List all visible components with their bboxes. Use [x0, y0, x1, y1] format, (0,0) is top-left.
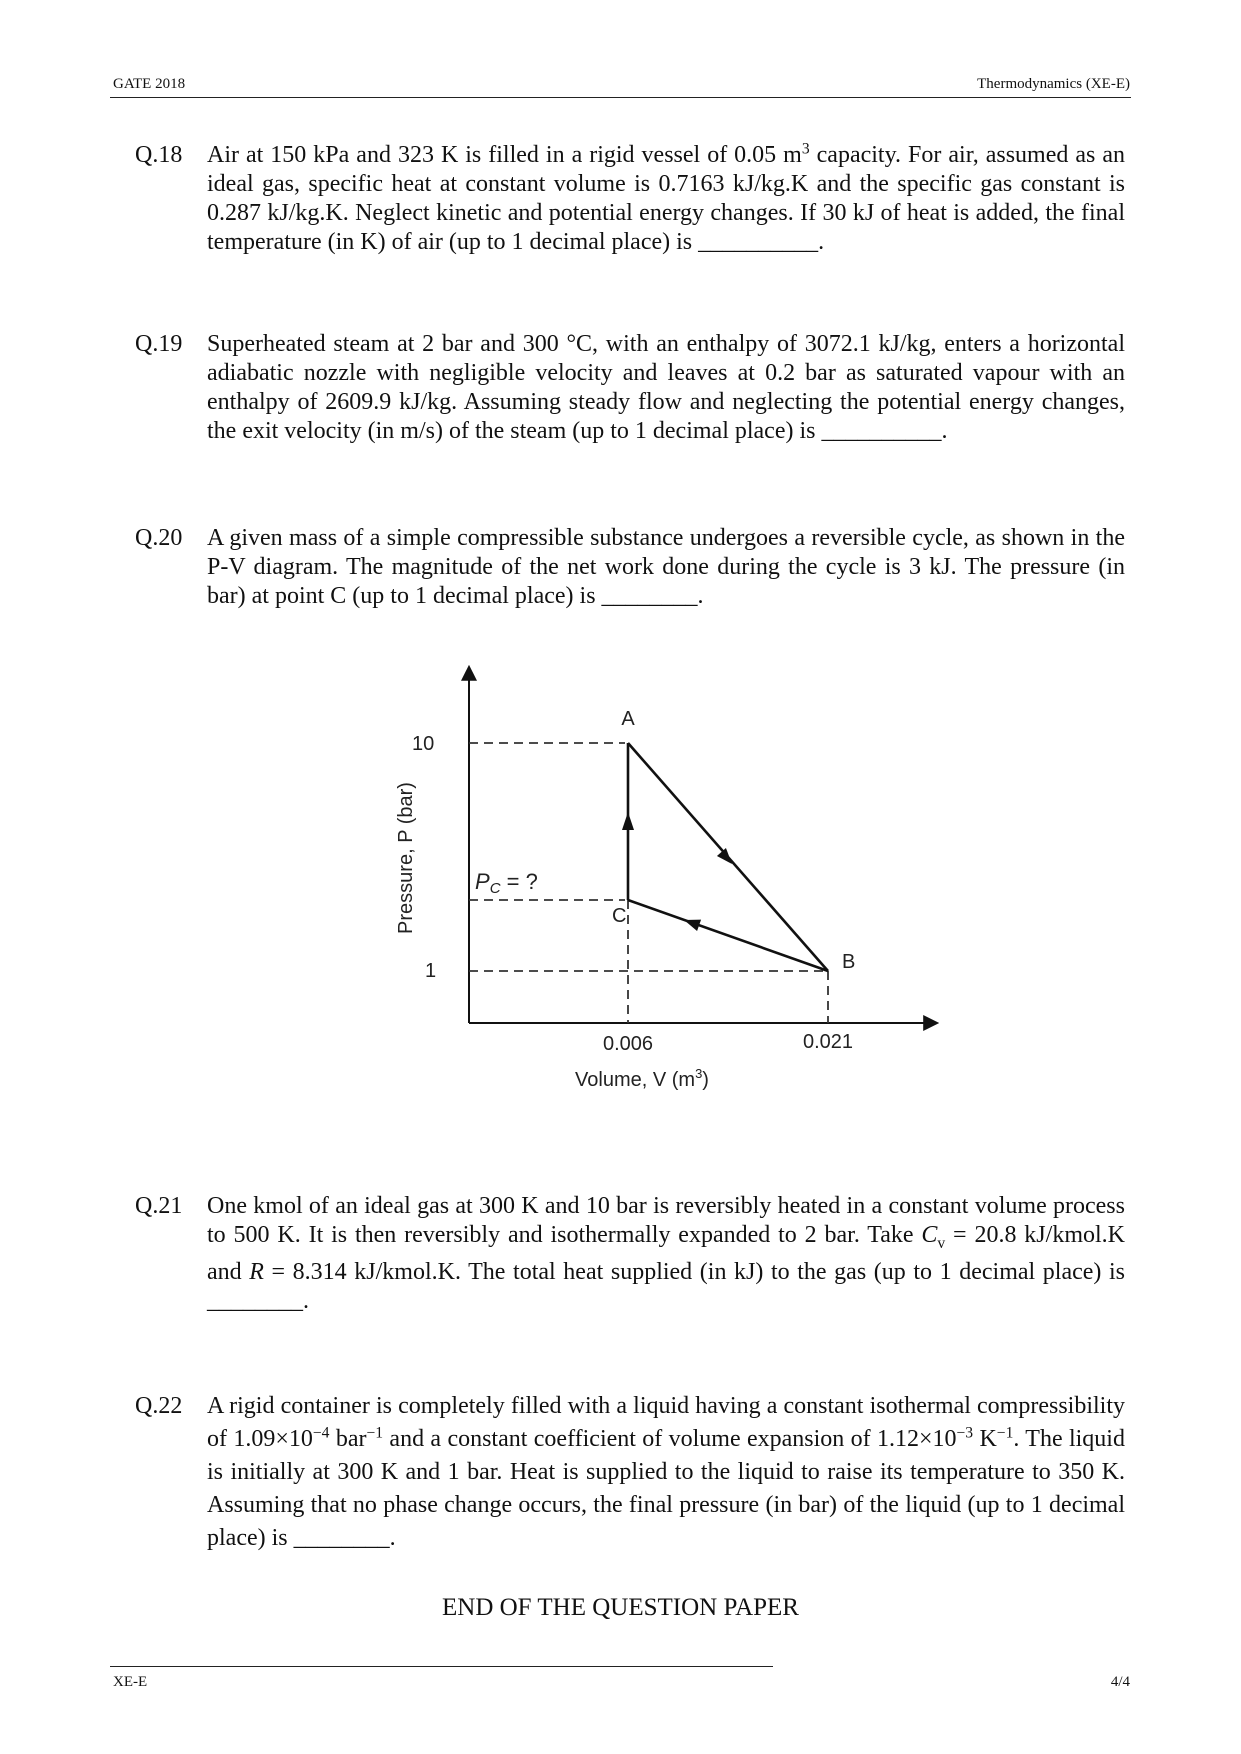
question-20 — [135, 524, 1125, 611]
header-paper-name: Thermodynamics (XE-E) — [977, 76, 1130, 92]
question-number: Q.22 — [135, 1393, 183, 1419]
x-tick-0021: 0.021 — [802, 1031, 854, 1053]
question-18 — [135, 141, 1125, 257]
question-text: Superheated steam at 2 bar and 300 °C, with an enthalpy of 3072.1 kJ/kg, enters a horizontal adiabatic nozzle with negligible velocity and leaves at 0.2 bar as saturated vapour with an enthalpy of 2609.9 kJ/kg. Assuming steady flow and neglecting the potential energy changes, the exit velocity (in m/s) of the steam (up to 1 decimal place) is __________. — [207, 331, 1125, 444]
y-tick-1: 1 — [425, 960, 437, 982]
arrow-up-icon — [622, 812, 634, 830]
end-of-paper: END OF THE QUESTION PAPER — [442, 1594, 799, 1621]
question-text: Air at 150 kPa and 323 K is filled in a rigid vessel of 0.05 $m^3$ capacity. For air, assumed as an ideal gas, specific heat at constant volume is 0.7163 kJ/kg.K and the specific gas constant is 0.287 kJ/kg.K. Neglect kinetic and potential energy changes. If 30 kJ of heat is added, the final temperature (in K) of air (up to 1 decimal place) is __________. — [207, 140, 1126, 255]
question-text: One kmol of an ideal gas at 300 K and 10 bar is reversibly heated in a constant volume process to 500 K. It is then reversibly and isothermally expanded to 2 bar. Take $C_v = 20.8$ kJ/kmol.K and R = 8.314 kJ/kmol.K. The total heat supplied (in kJ) to the gas (up to 1 decimal place) is ________. — [207, 1193, 1126, 1314]
question-22 — [135, 1390, 1125, 1555]
page-number: 4/4 — [1110, 1674, 1130, 1690]
pv-diagram — [390, 660, 950, 1100]
x-axis-label: Volume, V $(m^3)$ — [575, 1066, 709, 1091]
question-text: A given mass of a simple compressible substance undergoes a reversible cycle, as shown in the P-V diagram. The magnitude of the net work done during the cycle is 3 kJ. The pressure (in bar) at point C (up to 1 decimal place) is ________. — [207, 525, 1125, 609]
header-divider — [110, 97, 1131, 98]
point-b-label: B — [842, 951, 856, 973]
question-21 — [135, 1192, 1125, 1316]
question-number: Q.20 — [135, 525, 183, 551]
header-exam-name: GATE 2018 — [113, 76, 186, 92]
footer-divider — [110, 1666, 773, 1667]
question-number: Q.18 — [135, 142, 183, 168]
pc-label: PC = ? — [475, 869, 538, 897]
point-a-label: A — [621, 708, 635, 730]
point-c-label: C — [612, 905, 627, 927]
question-text: A rigid container is completely filled with a liquid having a constant isothermal compressibility of $1.09\times 10^{-4}$ bar$^{-1}$ and a constant coefficient of volume expansion of $1.12\times 10^{-3}$ $K^{-1}$. The liquid is initially at 300 K and 1 bar. Heat is supplied to the liquid to raise its temperature to 350 K. Assuming that no phase change occurs, the final pressure (in bar) of the liquid (up to 1 decimal place) is ________. — [207, 1393, 1125, 1551]
arrow-left-icon — [682, 914, 701, 931]
footer-paper-code: XE-E — [113, 1674, 148, 1690]
y-axis-label: Pressure, P (bar) — [395, 782, 417, 934]
question-number: Q.19 — [135, 331, 183, 357]
x-tick-0006: 0.006 — [602, 1033, 654, 1055]
y-tick-10: 10 — [412, 733, 435, 755]
question-19 — [135, 330, 1125, 446]
question-number: Q.21 — [135, 1193, 183, 1219]
